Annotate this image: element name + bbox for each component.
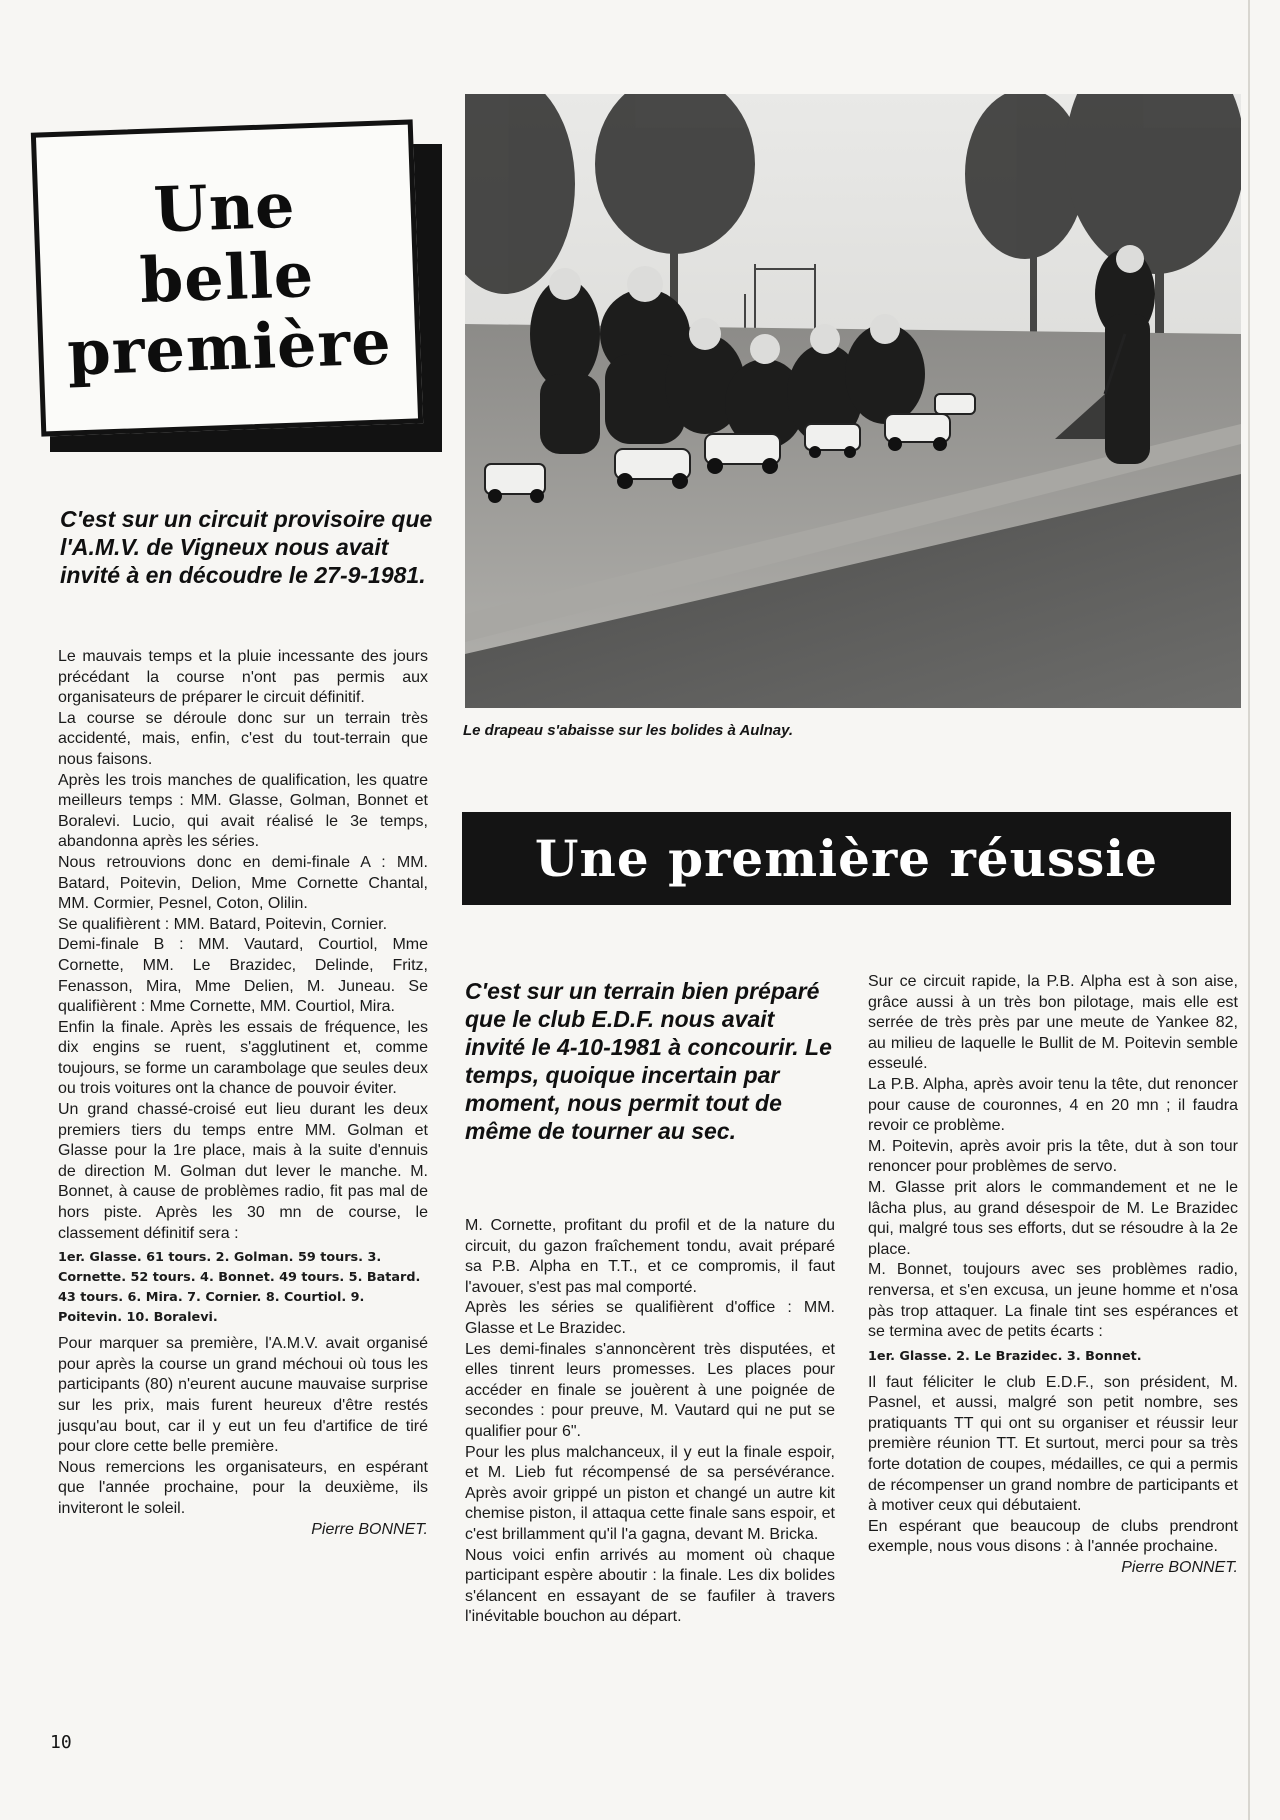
article1-column — [58, 647, 428, 1540]
intro-paragraph-1: C'est sur un circuit provisoire que l'A.M.V. de Vigneux nous avait invité à en découdre le 27-9-1981. — [60, 506, 433, 588]
paragraph: Nous retrouvions donc en demi-finale A : MM. Batard, Poitevin, Delion, Mme Cornette Chantal, MM. Cormier, Pesnel, Coton, Olilin. — [58, 853, 428, 913]
paragraph: Pour les plus malchanceux, il y eut la finale espoir, et M. Lieb fut récompensé de sa persévérance. Après avoir grippé un piston et changé un autre kit chemise piston, il attaqua cette finale sans espoir, et c'est brillamment qu'il l'a gagna, devant M. Bricka. — [465, 1443, 835, 1543]
race-photo — [465, 94, 1241, 708]
results: 1er. Glasse. 61 tours. 2. Golman. 59 tours. 3. Cornette. 52 tours. 4. Bonnet. 49 tours. 5. Batard. 43 tours. 6. Mira. 7. Cornier. 8. Courtiol. 9. Poitevin. 10. Boralevi. — [58, 1250, 421, 1326]
paragraph: La P.B. Alpha, après avoir tenu la tête, dut renoncer pour cause de couronnes, 4 en 20 mn ; il faudra revoir ce problème. — [868, 1075, 1238, 1135]
paragraph: En espérant que beaucoup de clubs prendront exemple, nous vous disons : à l'année prochaine. — [868, 1517, 1238, 1556]
paragraph: Demi-finale B : MM. Vautard, Courtiol, Mme Cornette, MM. Le Brazidec, Delinde, Fritz, Fenasson, Mira, Mme Delien, M. Juneau. Se qualifièrent : Mme Cornette, MM. Courtiol, Mira. — [58, 936, 428, 1016]
paragraph: Se qualifièrent : MM. Batard, Poitevin, Cornier. — [58, 915, 388, 933]
heading-bar — [462, 812, 1231, 905]
paragraph: Les demi-finales s'annoncèrent très disputées, et elles tinrent leurs promesses. Les places pour accéder en finale se jouèrent à une poignée de secondes : pour preuve, M. Vautard qui ne put se qualifier pour 6". — [465, 1340, 835, 1440]
paragraph: Nous remercions les organisateurs, en espérant que l'année prochaine, pour la deuxième, ils inviteront le soleil. — [58, 1458, 428, 1517]
paragraph: Sur ce circuit rapide, la P.B. Alpha est à son aise, grâce aussi à un très bon pilotage, mais elle est serrée de très près par une meute de Yankee 82, au milieu de laquelle le Bullit de M. Poitevin semble esseulé. — [868, 973, 1238, 1073]
title-line: première — [66, 305, 393, 390]
title-line: belle — [138, 237, 316, 318]
paragraph: La course se déroule donc sur un terrain très accidenté, mais, enfin, c'est du tout-terrain que nous faisons. — [58, 709, 428, 768]
paragraph: Le mauvais temps et la pluie incessante des jours précédant la course n'ont pas permis aux organisateurs de préparer le circuit définitif. — [58, 648, 428, 707]
paragraph: M. Bonnet, toujours avec ses problèmes radio, renversa, et s'en excusa, un jeune homme et n'osa pàs trop attaquer. La finale tint ses espérances et se termina avec de petits écarts : — [868, 1261, 1238, 1341]
paragraph: Après les trois manches de qualification, les quatre meilleurs temps : MM. Glasse, Golman, Bonnet et Boralevi. Lucio, qui avait réalisé le 3e temps, abandonna après les séries. — [58, 771, 428, 851]
intro-paragraph-2: C'est sur un terrain bien préparé que le club E.D.F. nous avait invité le 4-10-1981 à concourir. Le temps, quoique incertain par moment, nous permit tout de même de tourner au sec. — [465, 978, 832, 1144]
paragraph: M. Glasse prit alors le commandement et ne le lâcha plus, au grand désespoir de M. Le Brazidec qui, malgré tous ses efforts, dut se résoudre à la 2e place. — [868, 1178, 1238, 1258]
paragraph: Il faut féliciter le club E.D.F., son président, M. Pasnel, et aussi, malgré son petit nombre, ses pratiquants TT qui ont su organiser et réussir leur première réunion TT. Et surtout, merci pour sa très forte dotation de coupes, médailles, ce qui a permis de récompenser un grand nombre de participants et à motiver ceux qui débutaient. — [868, 1373, 1238, 1515]
page-number: 10 — [50, 1732, 72, 1753]
signature: Pierre BONNET. — [1121, 1559, 1238, 1577]
paragraph: M. Cornette, profitant du profil et de la nature du circuit, du gazon fraîchement tondu, avait préparé sa P.B. Alpha en T.T., et ce compromis, il faut l'avouer, s'est pas mal comporté. — [465, 1217, 835, 1296]
paragraph: M. Poitevin, après avoir pris la tête, dut à son tour renoncer pour problèmes de servo. — [868, 1137, 1238, 1176]
paragraph: Enfin la finale. Après les essais de fréquence, les dix engins se ruent, s'agglutinent et, comme toujours, se forme un carambolage que seules deux ou trois voitures ont la chance de pouvoir éviter. — [58, 1018, 428, 1098]
results: 1er. Glasse. 2. Le Brazidec. 3. Bonnet. — [868, 1348, 1142, 1364]
article2-column-2 — [868, 972, 1238, 1579]
article2-column-1 — [465, 1216, 835, 1628]
paragraph: Un grand chassé-croisé eut lieu durant les deux premiers tiers du temps entre MM. Golman et Glasse pour la 1re place, mais à la suite d'ennuis de direction M. Golman dut lever le manche. M. Bonnet, à cause de problèmes radio, fit pas mal de hors piste. Après les 30 mn de course, le classement définitif sera : — [58, 1101, 428, 1242]
title-box — [31, 119, 423, 436]
photo-caption: Le drapeau s'abaisse sur les bolides à Aulnay. — [463, 722, 794, 739]
page-edge — [1248, 0, 1250, 1820]
paragraph: Nous voici enfin arrivés au moment où chaque participant espère aboutir : la finale. Les dix bolides s'élancent en essayant de se faufiler à travers l'inévitable bouchon au départ. — [465, 1546, 835, 1626]
paragraph: Après les séries se qualifièrent d'office : MM. Glasse et Le Brazidec. — [465, 1299, 835, 1337]
section-heading: Une première réussie — [534, 829, 1159, 888]
title-line: Une — [152, 168, 297, 247]
signature: Pierre BONNET. — [311, 1520, 428, 1538]
paragraph: Pour marquer sa première, l'A.M.V. avait organisé pour après la course un grand méchoui où tous les participants (80) n'eurent aucune mauvaise surprise sur les prix, mais furent heureux d'être restés jusqu'au bout, car il y eut un feu d'artifice de tiré pour clore cette belle première. — [58, 1335, 428, 1456]
